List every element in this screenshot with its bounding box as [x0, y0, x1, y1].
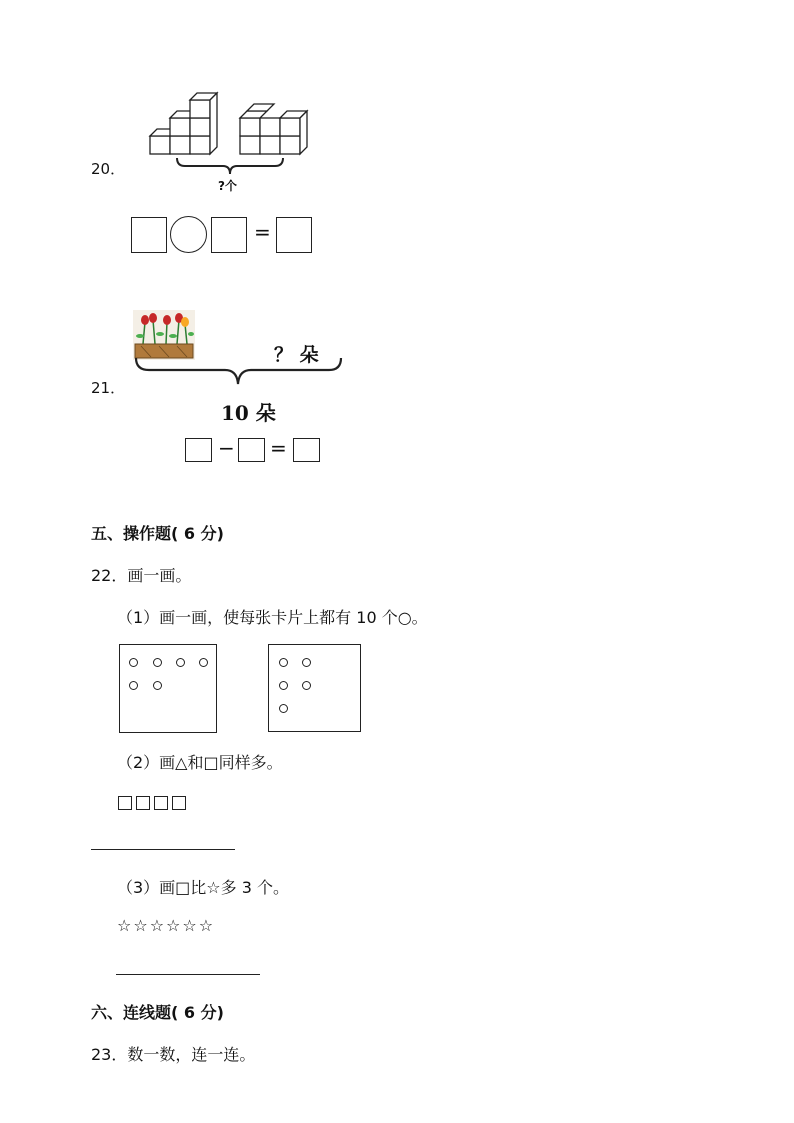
q23-title: 23．数一数，连一连。 [91, 1045, 256, 1064]
q20-answer-box-2[interactable] [211, 217, 247, 253]
q22-part2-squares [118, 792, 190, 811]
circle-mark [153, 681, 162, 690]
circle-mark [176, 658, 185, 667]
q22-part3-stars: ☆☆☆☆☆☆ [117, 916, 216, 935]
q21-equals-sign: = [270, 436, 287, 460]
circle-mark [302, 658, 311, 667]
q20-answer-box-1[interactable] [131, 217, 167, 253]
q22-card-2[interactable] [268, 644, 361, 732]
q22-part2-instruction: （2）画△和□同样多。 [117, 753, 283, 772]
q21-flower-box-image [133, 310, 195, 360]
q20-operator-circle[interactable] [170, 216, 207, 253]
q21-bottom-label: 10 朵 [221, 401, 276, 425]
circle-mark [279, 658, 288, 667]
q21-brace [133, 356, 345, 388]
q21-answer-box-3[interactable] [293, 438, 320, 462]
square-mark [136, 796, 150, 810]
circle-mark [129, 681, 138, 690]
circle-mark [302, 681, 311, 690]
circle-mark [199, 658, 208, 667]
q20-brace [175, 156, 285, 176]
q22-part1-instruction: （1）画一画，使每张卡片上都有 10 个○。 [117, 608, 428, 627]
circle-mark [279, 704, 288, 713]
square-mark [118, 796, 132, 810]
circle-mark [279, 681, 288, 690]
q22-part3-answer-line[interactable] [116, 974, 260, 975]
square-mark [172, 796, 186, 810]
q21-minus-sign: − [218, 436, 235, 460]
circle-mark [129, 658, 138, 667]
q21-answer-box-1[interactable] [185, 438, 212, 462]
q22-card-1[interactable] [119, 644, 217, 733]
section6-heading: 六、连线题( 6 分) [91, 1003, 224, 1022]
q21-top-label: ？ 朵 [274, 344, 319, 366]
q20-equals-sign: = [254, 220, 271, 244]
section5-heading: 五、操作题( 6 分) [91, 524, 224, 543]
q20-answer-box-3[interactable] [276, 217, 312, 253]
q22-title: 22．画一画。 [91, 566, 192, 585]
circle-mark [153, 658, 162, 667]
q21-answer-box-2[interactable] [238, 438, 265, 462]
q20-number: 20． [91, 160, 126, 178]
q22-part3-instruction: （3）画□比☆多 3 个。 [117, 878, 289, 897]
q20-cubes-figure [145, 86, 310, 158]
q20-brace-label: ?个 [218, 179, 237, 193]
square-mark [154, 796, 168, 810]
q21-number: 21． [91, 379, 126, 397]
q22-part2-answer-line[interactable] [91, 849, 235, 850]
